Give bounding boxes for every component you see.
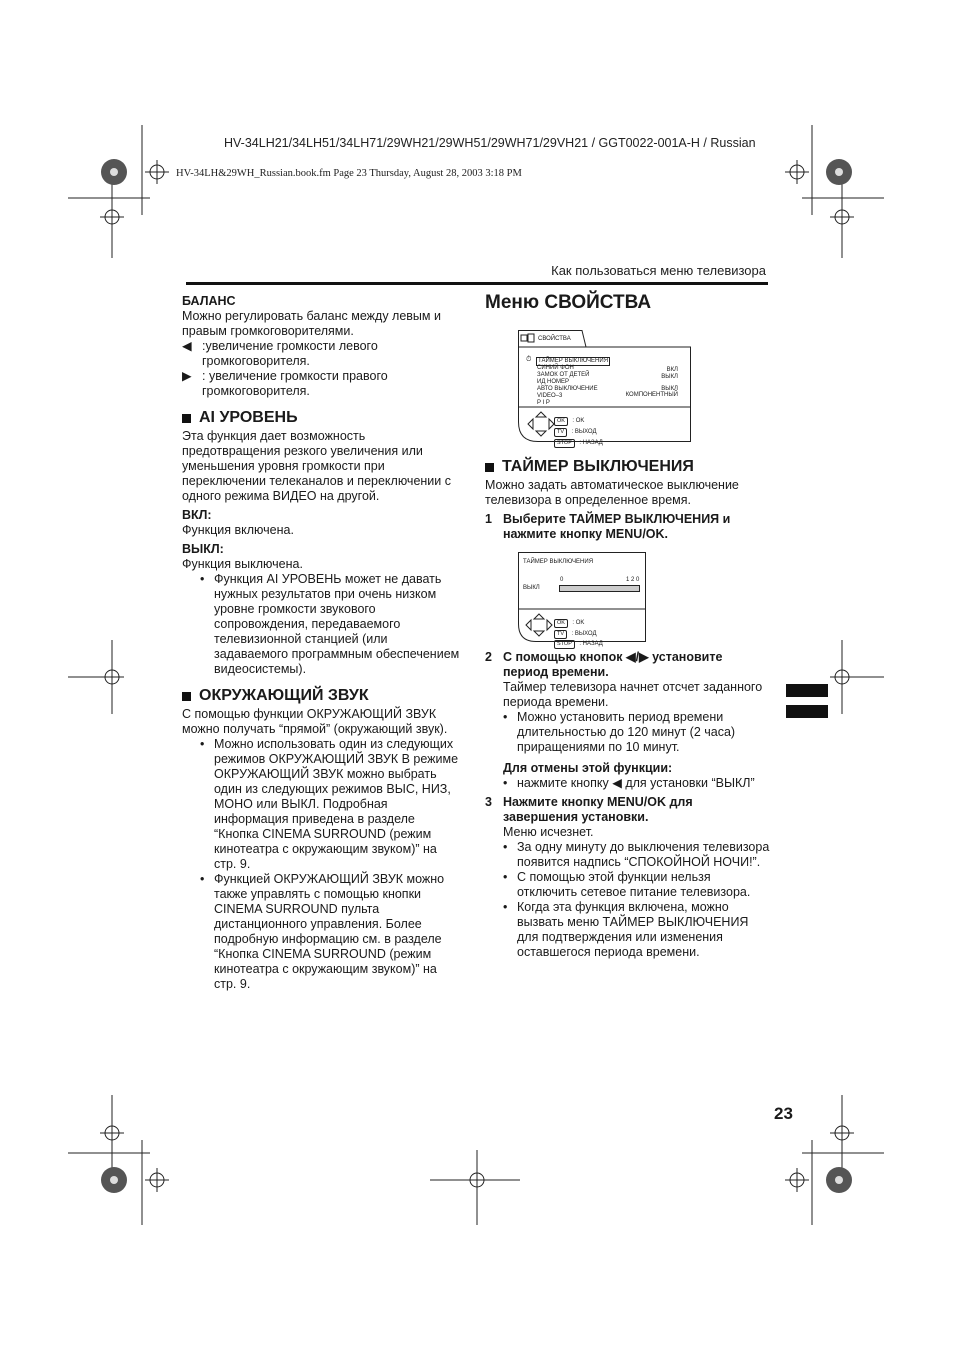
timer-screen-value: ВЫКЛ	[523, 585, 540, 591]
step-3: 3 Нажмите кнопку MENU/OK для завершения установки.	[485, 795, 693, 824]
balance-title: БАЛАНС	[182, 294, 236, 308]
balance-text: Можно регулировать баланс между левым и правым громкоговорителями.	[182, 309, 441, 338]
key-tv: TV : ВЫХОД	[554, 622, 597, 640]
list-item: • За одну минуту до выключения телевизора появится надпись “СПОКОЙНОЙ НОЧИ!”.	[503, 840, 770, 869]
surround-heading: ОКРУЖАЮЩИЙ ЗВУК	[182, 687, 460, 705]
menu-screen-features	[518, 330, 692, 446]
timer-section	[485, 458, 771, 542]
ai-level-text: Эта функция дает возможность предотвращения резкого увеличения или уменьшения уровня громкости при переключении телеканалов и переключении с одного режима ВИДЕО на другой.	[182, 429, 451, 503]
scale-min: 0	[560, 577, 564, 583]
menu-row-value: ВЫКЛ	[661, 386, 678, 392]
right-arrow-icon: ▶	[182, 369, 192, 383]
menu-row-label[interactable]: СИНИЙ ФОН	[537, 365, 574, 371]
list-item: • С помощью этой функции нельзя отключить сетевое питание телевизора.	[503, 870, 751, 899]
ai-off-label: ВЫКЛ:	[182, 542, 224, 556]
list-item: • Когда эта функция включена, можно вызвать меню ТАЙМЕР ВЫКЛЮЧЕНИЯ для подтверждения или изменения оставшегося периода времени.	[503, 900, 749, 959]
balance-item-right: ▶ : увеличение громкости правого громкоговорителя.	[182, 369, 388, 398]
key-tv: TV : ВЫХОД	[554, 420, 597, 438]
step-3-text: Меню исчезнет.	[503, 825, 594, 839]
step-2: 2 С помощью кнопок ◀/▶ установите период времени.	[485, 650, 723, 679]
square-bullet-icon	[485, 463, 494, 472]
menu-row-label[interactable]: ИД НОМЕР	[537, 379, 570, 385]
left-column	[182, 294, 460, 992]
dpad-icon	[524, 612, 554, 638]
right-column	[485, 292, 771, 324]
ai-off-text: Функция выключена.	[182, 557, 303, 571]
surround-text: С помощью функции ОКРУЖАЮЩИЙ ЗВУК можно получать “прямой” (окружающий звук).	[182, 707, 448, 736]
menu-row-label[interactable]: ЗАМОК ОТ ДЕТЕЙ	[537, 372, 590, 378]
list-item: • Функция AI УРОВЕНЬ может не давать нужных результатов при очень низком уровне громкости звукового сопровождения, передаваемого телевизионной станцией (или задаваемого программным обеспечением видеосистемы).	[200, 572, 460, 676]
menu-row-value: КОМПОНЕНТНЫЙ	[625, 392, 678, 398]
square-bullet-icon	[182, 692, 191, 701]
header-rule	[186, 282, 768, 285]
menu-tab-label: СВОЙСТВА	[538, 336, 571, 342]
menu-row-label[interactable]: АВТО ВЫКЛЮЧЕНИЕ	[537, 386, 598, 392]
running-head: Как пользоваться меню телевизора	[551, 263, 766, 278]
section-tab-marker	[786, 684, 828, 697]
timer-icon: ⏱	[526, 356, 532, 363]
ai-level-heading: AI УРОВЕНЬ	[182, 409, 460, 427]
list-item: • Можно использовать один из следующих режимов ОКРУЖАЮЩИЙ ЗВУК В режиме ОКРУЖАЮЩИЙ ЗВУК можно выбрать один из следующих режимов ВЫС, НИЗ, МОНО или ВЫКЛ. Подробная информация приведена в разделе “Кнопка CINEMA SURROUND (режим кинотеатра с окружающим звуком)” на стр. 9.	[200, 737, 459, 871]
step-1: 1 Выберите ТАЙМЕР ВЫКЛЮЧЕНИЯ и нажмите кнопку MENU/OK.	[485, 512, 731, 541]
left-arrow-icon: ◀	[182, 339, 192, 353]
step-2-text: Таймер телевизора начнет отсчет заданного периода времени.	[503, 680, 763, 709]
menu-row-value: ВЫКЛ	[661, 374, 678, 380]
menu-row-label[interactable]: VIDEO–3	[537, 393, 563, 399]
balance-item-left: ◀ :увеличение громкости левого громкоговорителя.	[182, 339, 378, 368]
ai-on-text: Функция включена.	[182, 523, 294, 537]
key-stop: STOP : НАЗАД	[554, 431, 603, 449]
menu-row-label[interactable]: ТАЙМЕР ВЫКЛЮЧЕНИЯ	[538, 358, 609, 364]
ai-on-label: ВКЛ:	[182, 508, 212, 522]
scale-max: 1 2 0	[626, 577, 640, 583]
timer-steps	[485, 650, 771, 960]
menu-row-value: ВКЛ	[666, 367, 678, 373]
menu-title: Меню СВОЙСТВА	[485, 292, 652, 313]
square-bullet-icon	[182, 414, 191, 423]
dpad-icon	[526, 410, 556, 438]
cancel-title: Для отмены этой функции:	[503, 761, 673, 775]
book-info: HV-34LH&29WH_Russian.book.fm Page 23 Thursday, August 28, 2003 3:18 PM	[176, 168, 522, 179]
timer-intro: Можно задать автоматическое выключение телевизора в определенное время.	[485, 478, 739, 507]
timer-screen-title: ТАЙМЕР ВЫКЛЮЧЕНИЯ	[523, 559, 594, 565]
page-number: 23	[774, 1104, 793, 1123]
menu-row-label[interactable]: P I P	[537, 400, 550, 406]
key-ok: OK : OK	[554, 611, 584, 629]
menu-screen-timer	[518, 552, 646, 647]
model-reference: HV-34LH21/34LH51/34LH71/29WH21/29WH51/29WH71/29VH21 / GGT0022-001A-H / Russian	[224, 136, 756, 150]
key-stop: STOP : НАЗАД	[554, 632, 603, 650]
key-ok: OK : OK	[554, 409, 584, 427]
list-item: • Функцией ОКРУЖАЮЩИЙ ЗВУК можно также управлять с помощью кнопки CINEMA SURROUND пульта дистанционного управления. Более подробную информацию см. в разделе “Кнопка CINEMA SURROUND (режим кинотеатра с окружающим звуком)” на стр. 9.	[200, 872, 445, 991]
list-item: • Можно установить период времени длительностью до 120 минут (2 часа) приращениями по 10 минут.	[503, 710, 736, 754]
section-tab-marker	[786, 705, 828, 718]
timer-heading: ТАЙМЕР ВЫКЛЮЧЕНИЯ	[485, 458, 771, 476]
list-item: • нажмите кнопку ◀ для установки “ВЫКЛ”	[503, 776, 755, 790]
